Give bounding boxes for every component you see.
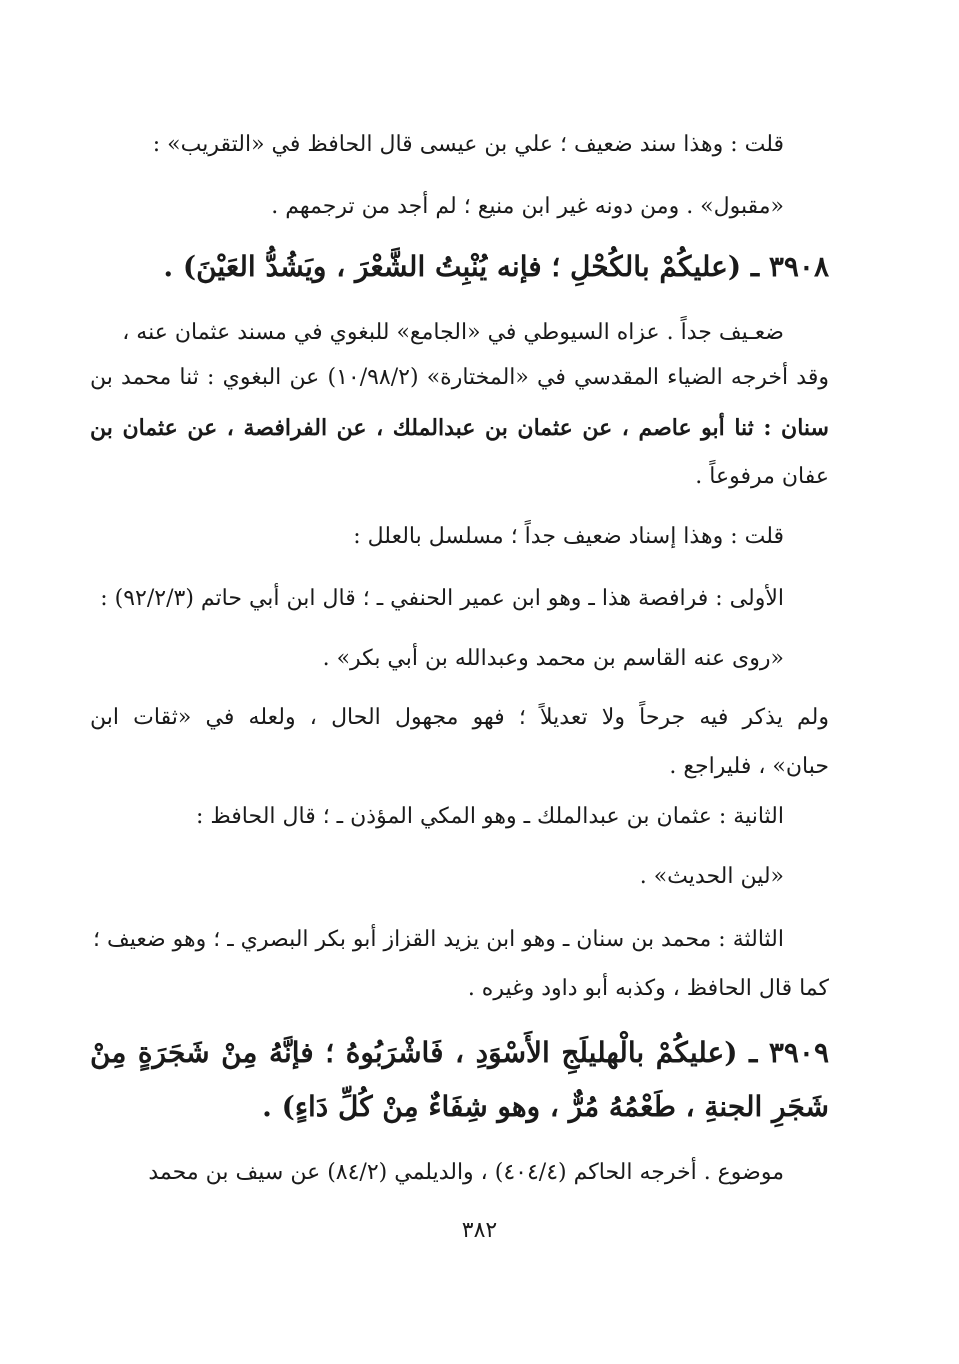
- text-line-13: الثانية : عثمان بن عبدالملك ـ وهو المكي المؤذن ـ ؛ قال الحافظ :: [195, 804, 784, 829]
- text-line-19: موضوع . أخرجه الحاكم (٤٠٤/٤) ، والديلمي (٨٤/٢) عن سيف بن محمد: [148, 1160, 784, 1185]
- text-line-5: وقد أخرجه الضياء المقدسي في «المختارة» (١٠/٩٨/٢) عن البغوي : ثنا محمد بن: [90, 365, 829, 390]
- text-line-12: حبان» ، فليراجع .: [669, 754, 829, 779]
- hadith-heading-3908: ٣٩٠٨ ـ (عليكُمْ بالكُحْلِ ؛ فإنه يُنْبِتُ الشَّعْرَ ، ويَشُدُّ العَيْنَ) .: [163, 250, 829, 283]
- text-line-7: عفان مرفوعاً .: [695, 464, 829, 489]
- text-line-2: «مقبول» . ومن دونه غير ابن منيع ؛ لم أجد من ترجمهم .: [271, 194, 784, 219]
- text-line-10: «روى عنه القاسم بن محمد وعبدالله بن أبي بكر» .: [322, 646, 784, 671]
- text-line-4: ضعـيف جداً . عزاه السيوطي في «الجامع» للبغوي في مسند عثمان عنه ،: [122, 320, 784, 345]
- text-line-16: كما قال الحافظ ، وكذبه أبو داود وغيره .: [467, 976, 829, 1001]
- page-number: ٣٨٢: [461, 1218, 498, 1243]
- text-line-6: سنان : ثنا أبو عاصم ، عن عثمان بن عبدالملك ، عن الفرافصة ، عن عثمان بن: [90, 415, 829, 441]
- text-line-8: قلت : وهذا إسناد ضعيف جداً ؛ مسلسل بالعلل :: [353, 524, 784, 549]
- text-line-15: الثالثة : محمد بن سنان ـ وهو ابن يزيد القزاز أبو بكر البصري ـ ؛ وهو ضعيف ؛: [92, 927, 784, 952]
- hadith-heading-3909-cont: شَجَرِ الجنةِ ، طَعْمُهُ مُرٌّ ، وهو شِفَاءٌ مِنْ كُلِّ دَاءٍ) .: [262, 1090, 829, 1123]
- text-line-1: قلت : وهذا سند ضعيف ؛ علي بن عيسى قال الحافظ في «التقريب» :: [152, 132, 784, 157]
- text-line-11: ولم يذكر فيه جرحاً ولا تعديلاً ؛ فهو مجهول الحال ، ولعله في «ثقات ابن: [90, 705, 829, 730]
- text-line-14: «لين الحديث» .: [639, 864, 784, 889]
- hadith-heading-3909: ٣٩٠٩ ـ (عليكُمْ بالْهليلَجِ الأَسْوَدِ ، فَاشْرَبُوهُ ؛ فإنَّهُ مِنْ شَجَرَةٍ مِنْ: [90, 1036, 829, 1069]
- text-line-9: الأولى : فرافصة هذا ـ وهو ابن عمير الحنفي ـ ؛ قال ابن أبي حاتم (٩٢/٢/٣) :: [100, 586, 784, 611]
